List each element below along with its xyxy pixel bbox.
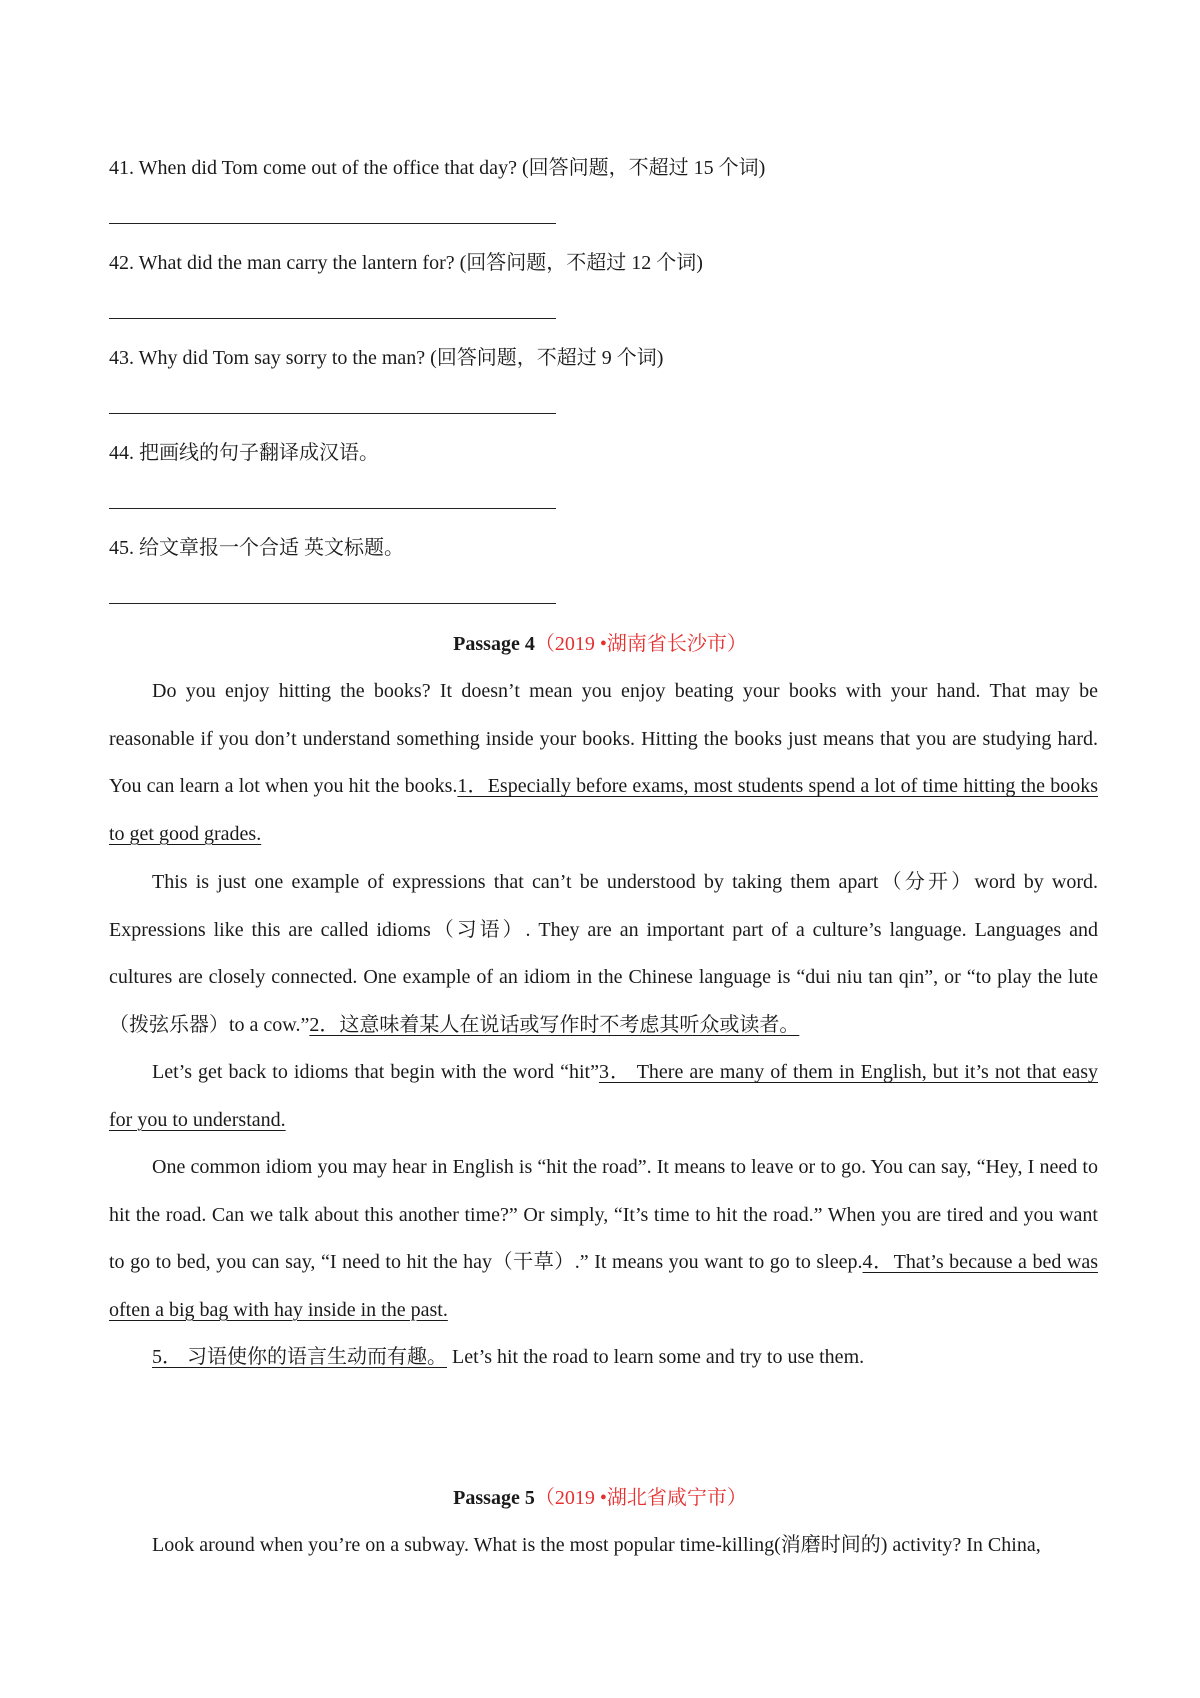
answer-line-42[interactable] (109, 318, 556, 319)
passage-4-source: （2019 •湖南省长沙市） (534, 633, 747, 655)
passage-4-heading (0, 632, 1200, 656)
passage-5-paragraph-1 (109, 1522, 1098, 1570)
underlined-sentence-2: 2．这意味着某人在说话或写作时不考虑其听众或读者。 (309, 1013, 800, 1036)
passage-4-paragraph-3 (109, 1049, 1098, 1144)
question-45: 45. 给文章报一个合适 英文标题。 (109, 537, 404, 559)
answer-line-44[interactable] (109, 508, 556, 509)
question-44: 44. 把画线的句子翻译成汉语。 (109, 442, 379, 464)
paragraph-text: This is just one example of expressions that can’t be understood by taking them apart（分开）word by word. Expressions like this are called idioms（习语）. They are an important part of a culture’s language. Languages and cultures are closely connected. One example of an idiom in the Chinese language is “dui niu tan qin”, or “to play the lute（拨弦乐器）to a cow.” (109, 871, 1098, 1036)
underlined-sentence-4: 4．That’s because a bed was often a big bag with hay inside in the past. (109, 1251, 1098, 1321)
underlined-sentence-1: 1．Especially before exams, most students spend a lot of time hitting the books to get good grades. (109, 775, 1098, 845)
passage-4-title: Passage 4 (453, 633, 535, 655)
passage-5-heading (0, 1486, 1200, 1510)
passage-5-source: （2019 •湖北省咸宁市） (534, 1487, 747, 1509)
answer-line-43[interactable] (109, 413, 556, 414)
paragraph-text: Do you enjoy hitting the books? It doesn’t mean you enjoy beating your books with your hand. That may be reasonable if you don’t understand something inside your books. Hitting the books just means that you are studying hard. You can learn a lot when you hit the books. (109, 680, 1098, 797)
paragraph-text: Look around when you’re on a subway. What is the most popular time-killing(消磨时间的) activity? In China, (152, 1534, 1041, 1556)
question-41: 41. When did Tom come out of the office that day? (回答问题，不超过 15 个词) (109, 157, 766, 179)
question-42: 42. What did the man carry the lantern for? (回答问题，不超过 12 个词) (109, 252, 703, 274)
paragraph-text: Let’s hit the road to learn some and try to use them. (447, 1346, 865, 1368)
answer-line-45[interactable] (109, 603, 556, 604)
passage-5-title: Passage 5 (453, 1487, 535, 1509)
question-43: 43. Why did Tom say sorry to the man? (回答问题，不超过 9 个词) (109, 347, 664, 369)
paragraph-text: Let’s get back to idioms that begin with the word “hit” (152, 1061, 599, 1083)
answer-line-41[interactable] (109, 223, 556, 224)
passage-4-paragraph-2 (109, 859, 1098, 1049)
passage-4-paragraph-5 (109, 1334, 1098, 1382)
underlined-sentence-3: 3． There are many of them in English, but it’s not that easy for you to understand. (109, 1061, 1099, 1131)
passage-4-paragraph-1 (109, 668, 1098, 858)
underlined-sentence-5: 5． 习语使你的语言生动而有趣。 (152, 1346, 447, 1368)
passage-4-paragraph-4 (109, 1144, 1098, 1334)
paragraph-text: One common idiom you may hear in English is “hit the road”. It means to leave or to go. You can say, “Hey, I need to hit the road. Can we talk about this another time?” Or simply, “It’s time to hit the road.” When you are tired and you want to go to bed, you can say, “I need to hit the hay（干草）.” It means you want to go to sleep. (109, 1156, 1098, 1273)
